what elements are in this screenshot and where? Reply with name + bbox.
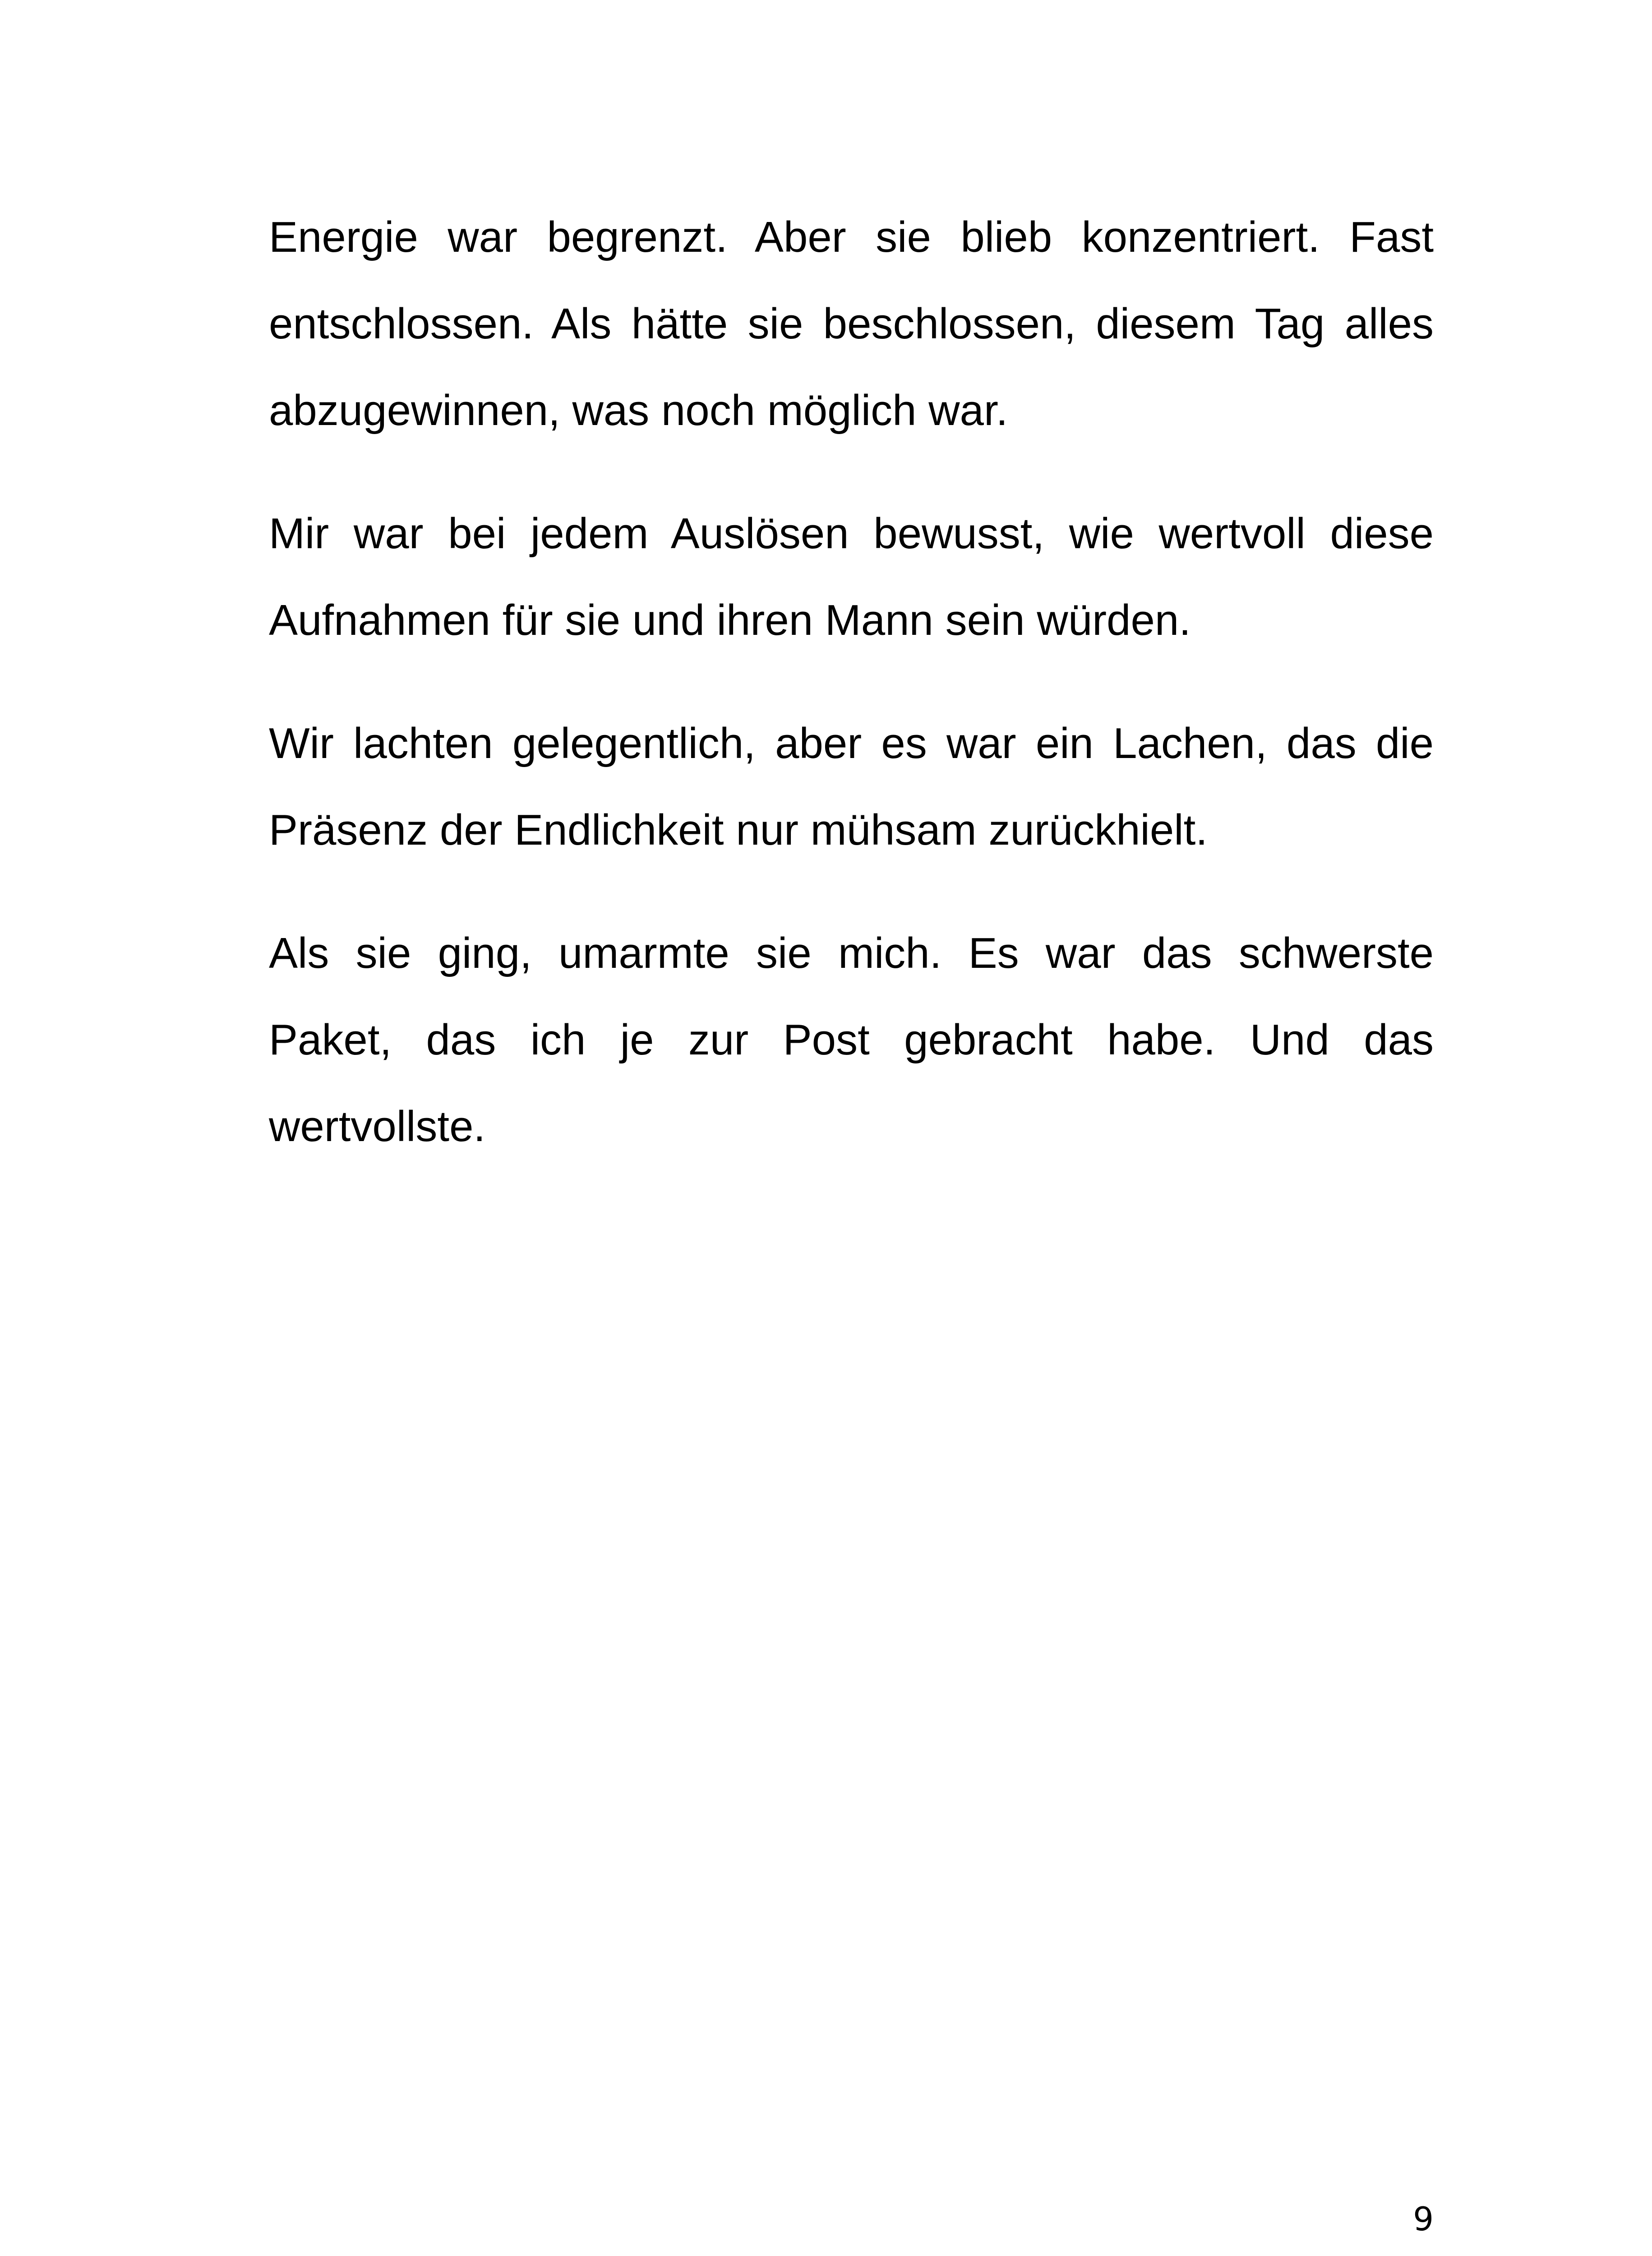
paragraph: Als sie ging, umarmte sie mich. Es war das schwerste Paket, das ich je zur Post gebracht habe. Und das wertvollste. [269, 929, 1434, 1151]
body-text [269, 194, 1434, 1207]
paragraph: Wir lachten gelegentlich, aber es war ein Lachen, das die Präsenz der Endlichkeit nur mühsam zurückhielt. [269, 719, 1434, 854]
paragraph: Energie war begrenzt. Aber sie blieb konzentriert. Fast entschlossen. Als hätte sie beschlossen, diesem Tag alles abzugewinnen, was noch möglich war. [269, 213, 1434, 435]
paragraph: Mir war bei jedem Auslösen bewusst, wie wertvoll diese Aufnahmen für sie und ihren Mann sein würden. [269, 509, 1434, 644]
page-number: 9 [1413, 2200, 1434, 2238]
